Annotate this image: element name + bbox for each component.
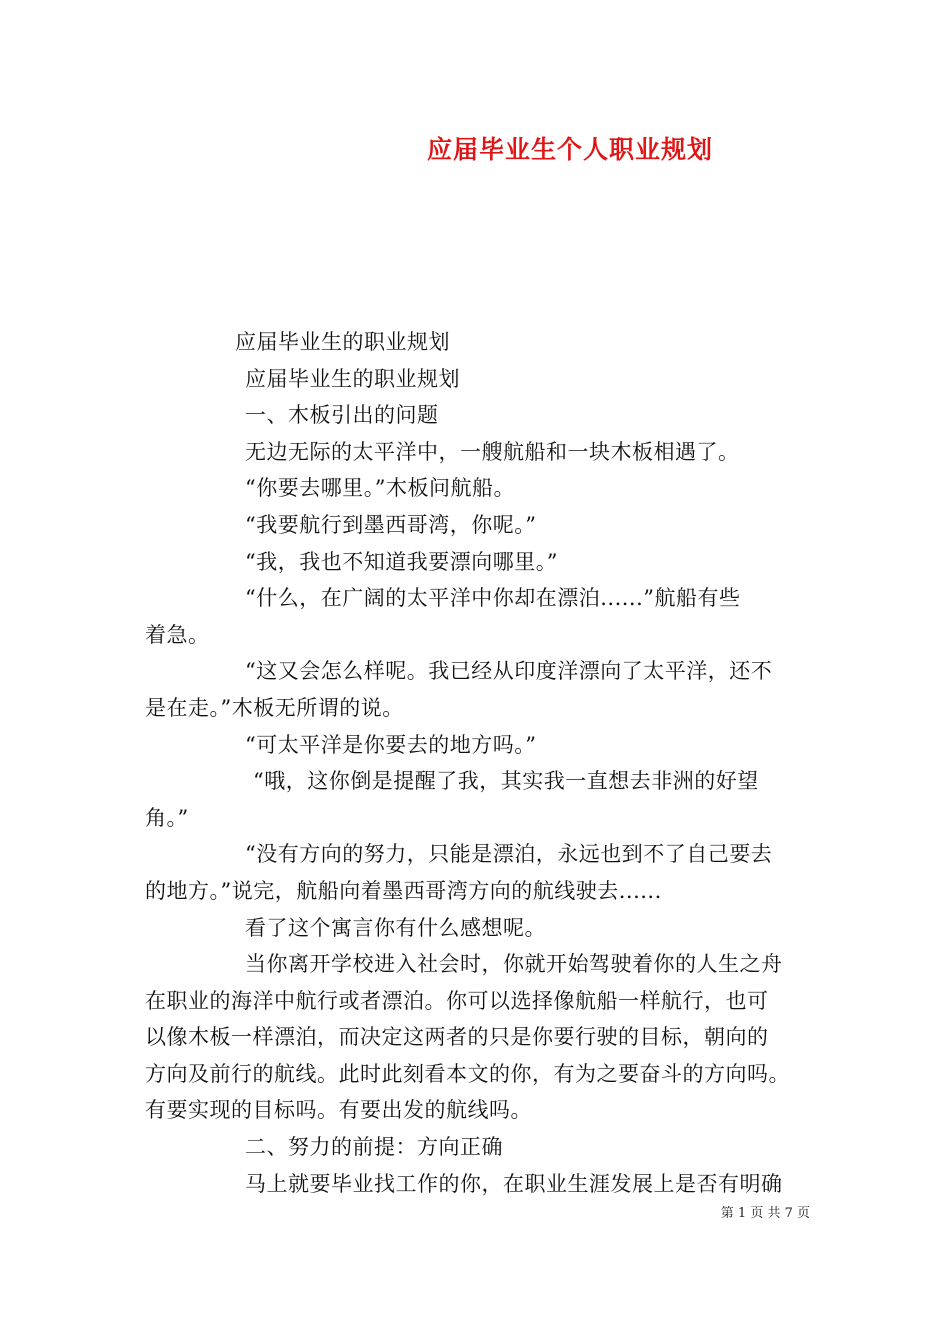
dialogue-line: “我要航行到墨西哥湾，你呢。” <box>245 512 537 537</box>
dialogue-line: “什么，在广阔的太平洋中你却在漂泊......”航船有些 <box>245 586 741 611</box>
dialogue-line-continued: 角。” <box>145 805 189 830</box>
section-title-line: 应届毕业生的职业规划 <box>245 366 460 391</box>
paragraph-line-continued: 在职业的海洋中航行或者漂泊。你可以选择像航船一样航行，也可 <box>145 988 769 1013</box>
paragraph-line: 马上就要毕业找工作的你，在职业生涯发展上是否有明确 <box>245 1171 783 1196</box>
dialogue-line-continued: 的地方。”说完，航船向着墨西哥湾方向的航线驶去...... <box>145 878 662 903</box>
dialogue-line: “我，我也不知道我要漂向哪里。” <box>245 549 558 574</box>
dialogue-line-continued: 着急。 <box>145 622 210 647</box>
dialogue-line: “可太平洋是你要去的地方吗。” <box>245 732 537 757</box>
paragraph-line: 当你离开学校进入社会时，你就开始驾驶着你的人生之舟 <box>245 952 783 977</box>
section-heading: 一、木板引出的问题 <box>245 403 439 428</box>
dialogue-line: “你要去哪里。”木板问航船。 <box>245 476 515 501</box>
subtitle-line: 应届毕业生的职业规划 <box>235 330 450 354</box>
paragraph-line-continued: 以像木板一样漂泊，而决定这两者的只是你要行驶的目标，朝向的 <box>145 1025 769 1050</box>
page-number-footer: 第 1 页 共 7 页 <box>720 1206 810 1221</box>
dialogue-line-continued: 是在走。”木板无所谓的说。 <box>145 695 404 720</box>
section-heading: 二、努力的前提：方向正确 <box>245 1135 503 1160</box>
paragraph-line-continued: 方向及前行的航线。此时此刻看本文的你，有为之要奋斗的方向吗。 <box>145 1061 790 1086</box>
dialogue-line: “没有方向的努力，只能是漂泊，永远也到不了自己要去 <box>245 842 773 867</box>
dialogue-line: “这又会怎么样呢。我已经从印度洋漂向了太平洋，还不 <box>245 659 773 684</box>
paragraph-line: 看了这个寓言你有什么感想呢。 <box>245 915 546 940</box>
paragraph-line: 无边无际的太平洋中，一艘航船和一块木板相遇了。 <box>245 439 740 464</box>
document-title: 应届毕业生个人职业规划 <box>426 135 713 164</box>
dialogue-line: “哦，这你倒是提醒了我，其实我一直想去非洲的好望 <box>253 769 759 794</box>
document-body <box>145 324 810 1202</box>
paragraph-line-continued: 有要实现的目标吗。有要出发的航线吗。 <box>145 1098 532 1123</box>
